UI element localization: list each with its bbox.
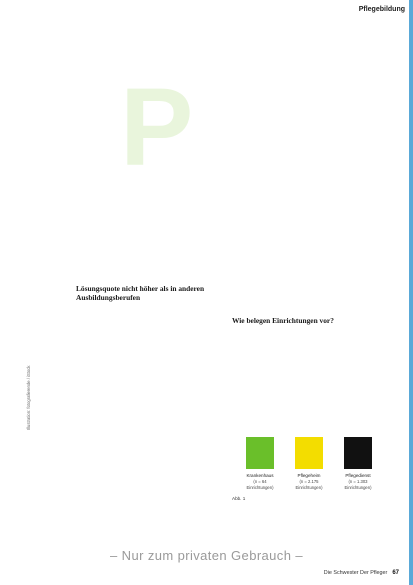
legend-item-krankenhaus: [241, 437, 279, 490]
private-use-note: – Nur zum privaten Gebrauch –: [110, 548, 303, 563]
legend-count: (n = 64 Einrichtungen): [246, 479, 274, 490]
swatch-black: [344, 437, 372, 469]
subheading-left: Lösungsquote nicht höher als in anderen Ausbildungsberufen: [76, 284, 205, 302]
legend-label: Pflegeheim: [297, 473, 321, 478]
figure-caption: Abb. 1: [232, 496, 246, 501]
legend-item-pflegedienst: [339, 437, 377, 490]
watermark-letter: P: [120, 66, 194, 189]
legend-count: (n = 2.175 Einrichtungen): [295, 479, 323, 490]
section-label: Pflegebildung: [358, 6, 405, 13]
swatch-yellow: [295, 437, 323, 469]
figure-legend: [241, 437, 377, 490]
subheading-right: Wie belegen Einrichtungen vor?: [232, 316, 334, 325]
legend-label: Pflegedienst: [345, 473, 371, 478]
page-footer: [324, 570, 399, 576]
legend-count: (n = 1.303 Einrichtungen): [344, 479, 372, 490]
legend-label: Krankenhaus: [246, 473, 274, 478]
photo-credit: Illustration: fotografierende / iStock: [26, 365, 31, 430]
page-number: 67: [392, 570, 399, 576]
legend-item-pflegeheim: [290, 437, 328, 490]
journal-name: Die Schwester Der Pfleger: [323, 570, 388, 576]
swatch-green: [246, 437, 274, 469]
article-column-right: [232, 84, 394, 325]
side-color-stripe: [409, 0, 413, 585]
article-column-left: [76, 84, 226, 302]
